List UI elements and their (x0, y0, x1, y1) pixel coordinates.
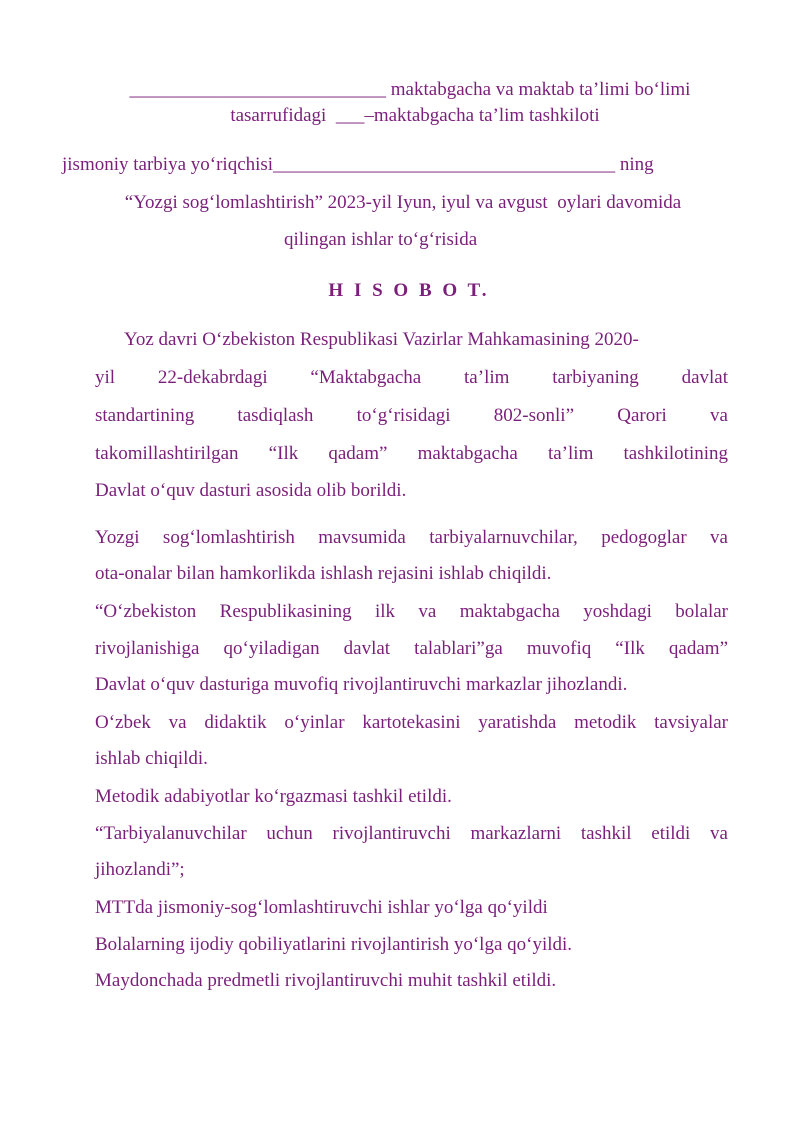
paragraph-1-line-1: Yozgi sogʻlomlashtirish mavsumida tarbiyalarnuvchilar, pedogoglar va (95, 527, 728, 548)
header-line-3: jismoniy tarbiya yoʻriqchisi____________________________________ ning (62, 154, 654, 175)
paragraph-5-line-2: jihozlandi”; (95, 859, 185, 880)
paragraph-3-line-1: Oʻzbek va didaktik oʻyinlar kartotekasini yaratishda metodik tavsiyalar (95, 712, 728, 733)
paragraph-7: Bolalarning ijodiy qobiliyatlarini rivojlantirish yoʻlga qoʻyildi. (95, 934, 573, 955)
document-title: H I S O B O T. (328, 280, 490, 301)
paragraph-2-line-1: “Oʻzbekiston Respublikasining ilk va maktabgacha yoshdagi bolalar (95, 601, 728, 622)
paragraph-5-line-1: “Tarbiyalanuvchilar uchun rivojlantiruvchi markazlarni tashkil etildi va (95, 823, 728, 844)
header-line-5: qilingan ishlar toʻgʻrisida (284, 229, 478, 250)
intro-line-2: yil 22-dekabrdagi “Maktabgacha taʼlim tarbiyaning davlat (95, 367, 728, 388)
intro-line-4: takomillashtirilgan “Ilk qadam” maktabgacha taʼlim tashkilotining (95, 443, 728, 464)
paragraph-4: Metodik adabiyotlar koʻrgazmasi tashkil etildi. (95, 786, 452, 807)
paragraph-1-line-2: ota-onalar bilan hamkorlikda ishlash rejasini ishlab chiqildi. (95, 563, 552, 584)
header-line-1: ___________________________ maktabgacha va maktab taʼlimi boʻlimi (129, 79, 691, 100)
paragraph-2-line-3: Davlat oʻquv dasturiga muvofiq rivojlantiruvchi markazlar jihozlandi. (95, 674, 628, 695)
paragraph-6: MTTda jismoniy-sogʻlomlashtiruvchi ishlar yoʻlga qoʻyildi (95, 897, 548, 918)
header-line-4: “Yozgi sogʻlomlashtirish” 2023-yil Iyun, iyul va avgust oylari davomida (124, 192, 682, 213)
intro-line-3: standartining tasdiqlash toʻgʻrisidagi 802-sonli” Qarori va (95, 405, 728, 426)
intro-line-5: Davlat oʻquv dasturi asosida olib borildi. (95, 480, 407, 501)
paragraph-3-line-2: ishlab chiqildi. (95, 748, 208, 769)
header-line-2: tasarrufidagi ___–maktabgacha taʼlim tashkiloti (230, 105, 600, 126)
intro-line-1: Yoz davri Oʻzbekiston Respublikasi Vazirlar Mahkamasining 2020- (124, 329, 639, 350)
paragraph-8: Maydonchada predmetli rivojlantiruvchi muhit tashkil etildi. (95, 970, 557, 991)
paragraph-2-line-2: rivojlanishiga qoʻyiladigan davlat talablari”ga muvofiq “Ilk qadam” (95, 638, 728, 659)
